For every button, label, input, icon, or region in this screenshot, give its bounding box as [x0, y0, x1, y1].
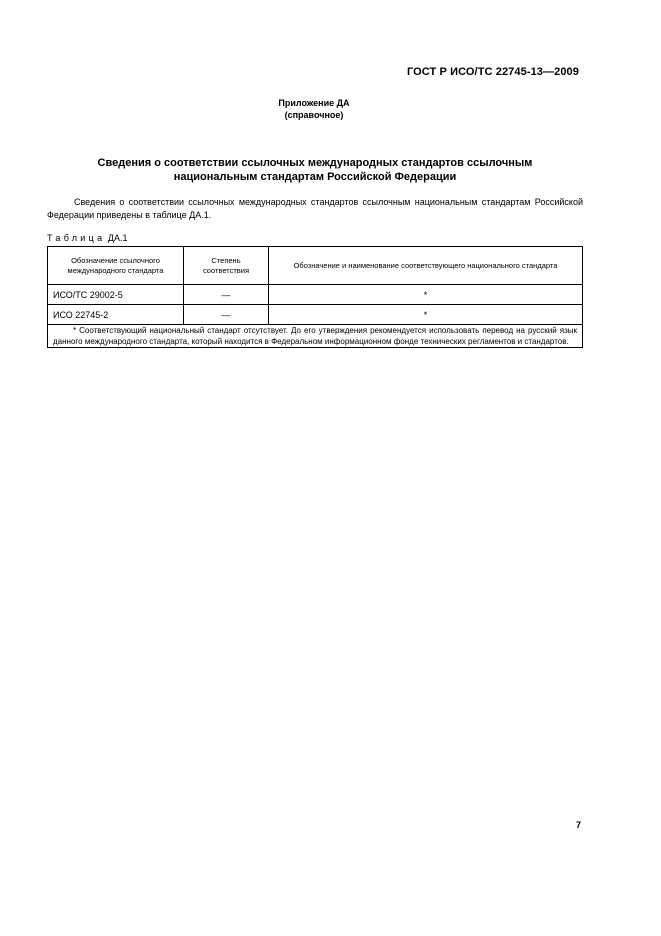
appendix-subtitle: (справочное) — [284, 110, 344, 120]
table-caption-id: ДА.1 — [107, 233, 128, 243]
section-title — [47, 156, 583, 184]
cell-international-standard: ИСО/ТС 29002-5 — [48, 285, 184, 305]
table-footnote-row — [48, 325, 583, 348]
section-title-line-1: Сведения о соответствии ссылочных международных стандартов ссылочным — [97, 157, 533, 169]
table-row — [48, 285, 583, 305]
table-footnote: * Соответствующий национальный стандарт отсутствует. До его утверждения рекомендуется использовать перевод на русский язык данного международного стандарта, который находится в Федеральном информационном фонде технических регламентов и стандартов. — [53, 326, 577, 346]
page-number: 7 — [575, 820, 581, 830]
table-header-row — [48, 247, 583, 285]
standards-correspondence-table — [47, 246, 583, 348]
intro-paragraph: Сведения о соответствии ссылочных международных стандартов ссылочным национальным стандартам Российской Федерации приведены в таблице ДА.1. — [47, 197, 583, 220]
header-degree-of-correspondence: Степень соответствия — [184, 247, 269, 285]
appendix-title: Приложение ДА — [278, 98, 350, 108]
document-code: ГОСТ Р ИСО/ТС 22745-13—2009 — [406, 66, 579, 78]
cell-national-standard: * — [269, 285, 583, 305]
cell-national-standard: * — [269, 305, 583, 325]
table-caption-word: Таблица — [47, 233, 106, 243]
cell-degree: — — [184, 285, 269, 305]
header-national-standard: Обозначение и наименование соответствующего национального стандарта — [269, 247, 583, 285]
cell-degree: — — [184, 305, 269, 325]
header-international-standard: Обозначение ссылочного международного стандарта — [48, 247, 184, 285]
appendix-heading — [0, 97, 628, 121]
section-title-line-2: национальным стандартам Российской Федерации — [173, 171, 457, 183]
table-row — [48, 305, 583, 325]
table-caption — [47, 233, 128, 243]
table-footnote-cell — [48, 325, 583, 348]
cell-international-standard: ИСО 22745-2 — [48, 305, 184, 325]
